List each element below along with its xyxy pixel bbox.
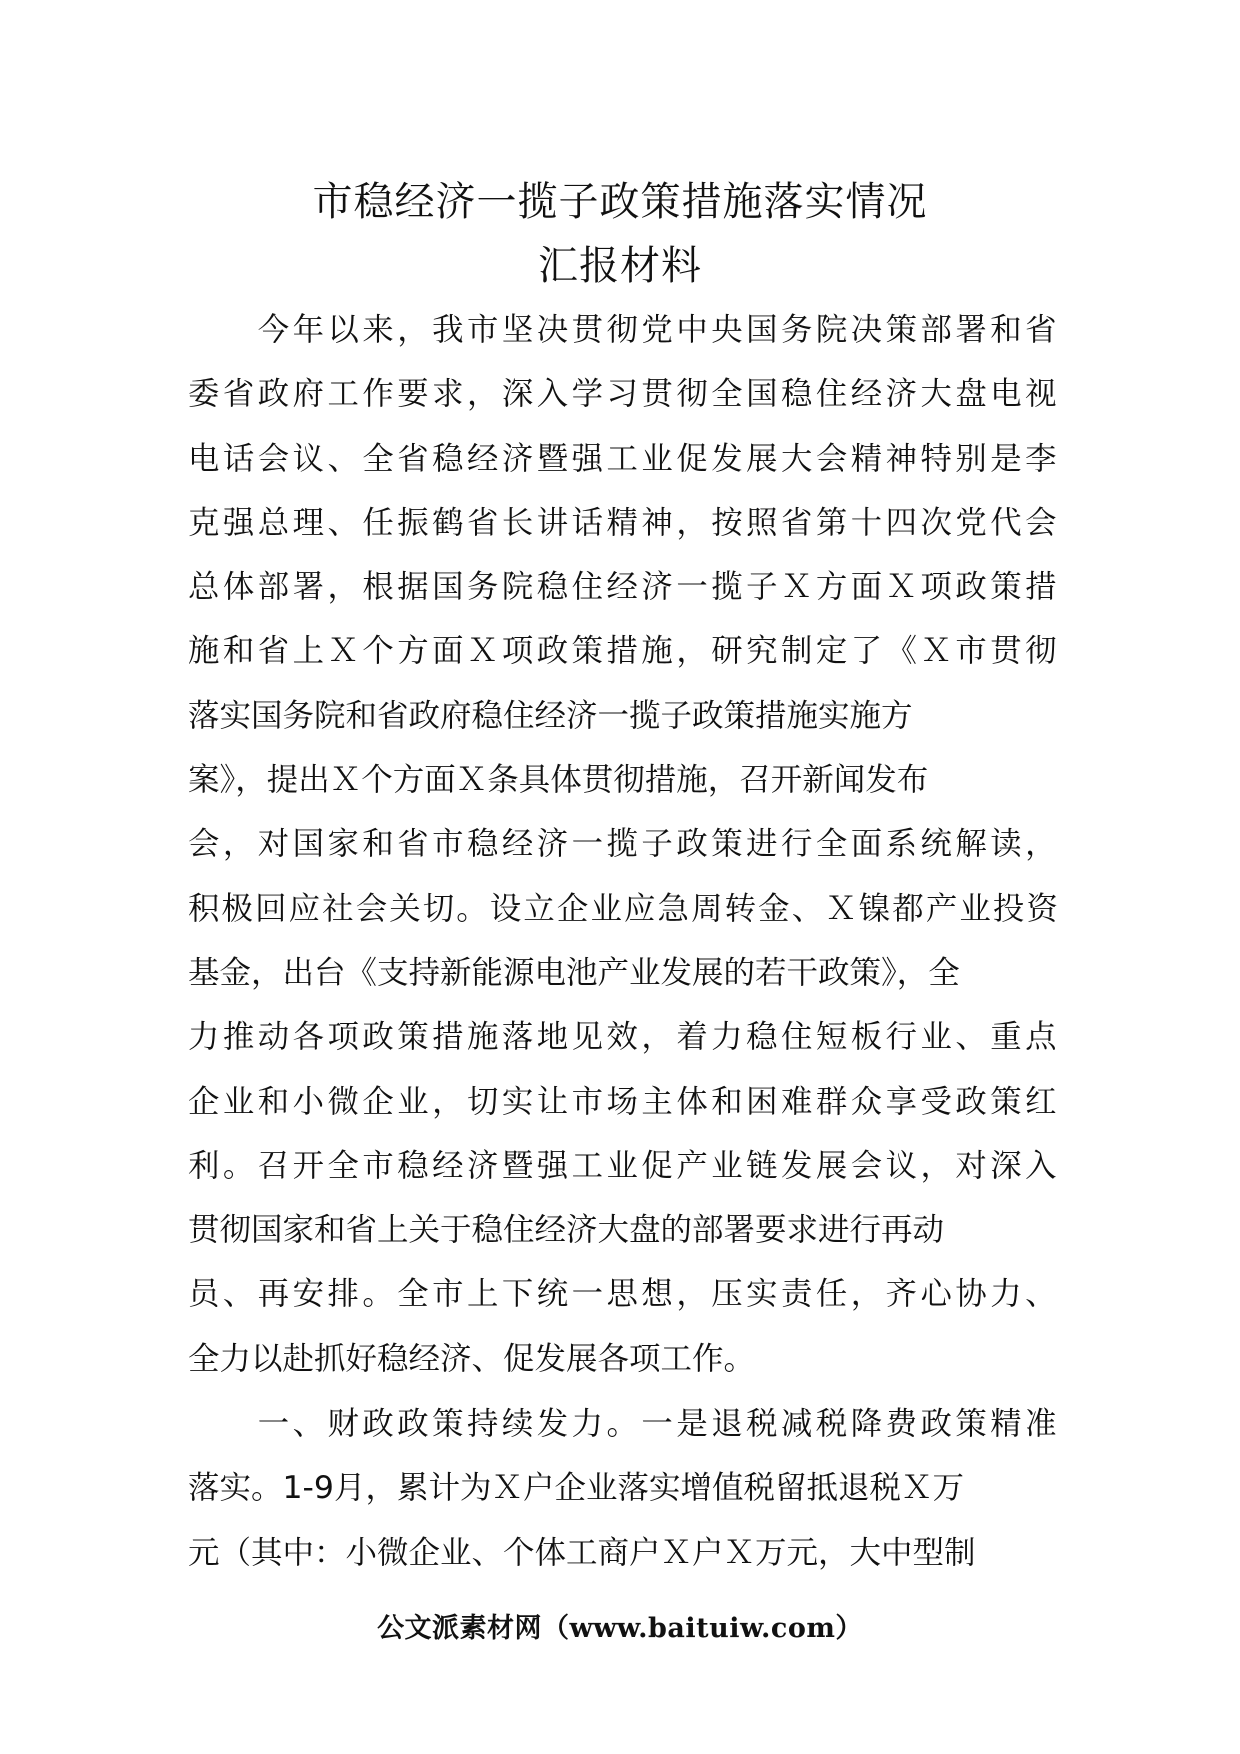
paragraph-intro — [188, 298, 1060, 1391]
text-line: 积极回应社会关切。设立企业应急周转金、Ｘ镍都产业投资 — [188, 890, 1060, 927]
document-title-line-1: 市稳经济一揽子政策措施落实情况 — [312, 179, 928, 225]
text-line: 总体部署，根据国务院稳住经济一揽子Ｘ方面Ｘ项政策措 — [188, 569, 1060, 606]
text-line: 委省政府工作要求，深入学习贯彻全国稳住经济大盘电视 — [188, 376, 1060, 413]
text-line: 施和省上Ｘ个方面Ｘ项政策措施，研究制定了《Ｘ市贯彻 — [188, 633, 1060, 670]
text-line: 电话会议、全省稳经济暨强工业促发展大会精神特别是李 — [188, 440, 1060, 477]
footer-watermark: 公文派素材网（www.baituiw.com） — [377, 1613, 863, 1644]
text-line: 案》，提出Ｘ个方面Ｘ条具体贯彻措施，召开新闻发布 — [188, 762, 929, 799]
text-line: 贯彻国家和省上关于稳住经济大盘的部署要求进行再动 — [188, 1212, 945, 1249]
text-line: 元（其中：小微企业、个体工商户Ｘ户Ｘ万元，大中型制 — [188, 1534, 976, 1571]
text-line: 利。召开全市稳经济暨强工业促产业链发展会议，对深入 — [188, 1147, 1060, 1184]
text-line: 员、再安排。全市上下统一思想，压实责任，齐心协力、 — [188, 1276, 1060, 1313]
text-line: 落实。1-9月，累计为Ｘ户企业落实增值税留抵退税Ｘ万 — [188, 1470, 964, 1507]
text-line: 落实国务院和省政府稳住经济一揽子政策措施实施方 — [188, 697, 913, 734]
text-line: 今年以来，我市坚决贯彻党中央国务院决策部署和省 — [188, 312, 1060, 348]
text-line: 会，对国家和省市稳经济一揽子政策进行全面系统解读， — [188, 826, 1060, 863]
text-line: 一、财政政策持续发力。一是退税减税降费政策精准 — [188, 1406, 1060, 1442]
text-line: 克强总理、任振鹤省长讲话精神，按照省第十四次党代会 — [188, 504, 1060, 541]
document-title-line-2: 汇报材料 — [538, 243, 702, 289]
text-line: 力推动各项政策措施落地见效，着力稳住短板行业、重点 — [188, 1019, 1060, 1056]
text-line: 全力以赴抓好稳经济、促发展各项工作。 — [188, 1340, 756, 1377]
text-line: 企业和小微企业，切实让市场主体和困难群众享受政策红 — [188, 1083, 1060, 1120]
text-line: 基金，出台《支持新能源电池产业发展的若干政策》，全 — [188, 954, 960, 991]
paragraph-fiscal-policy — [188, 1392, 1060, 1585]
